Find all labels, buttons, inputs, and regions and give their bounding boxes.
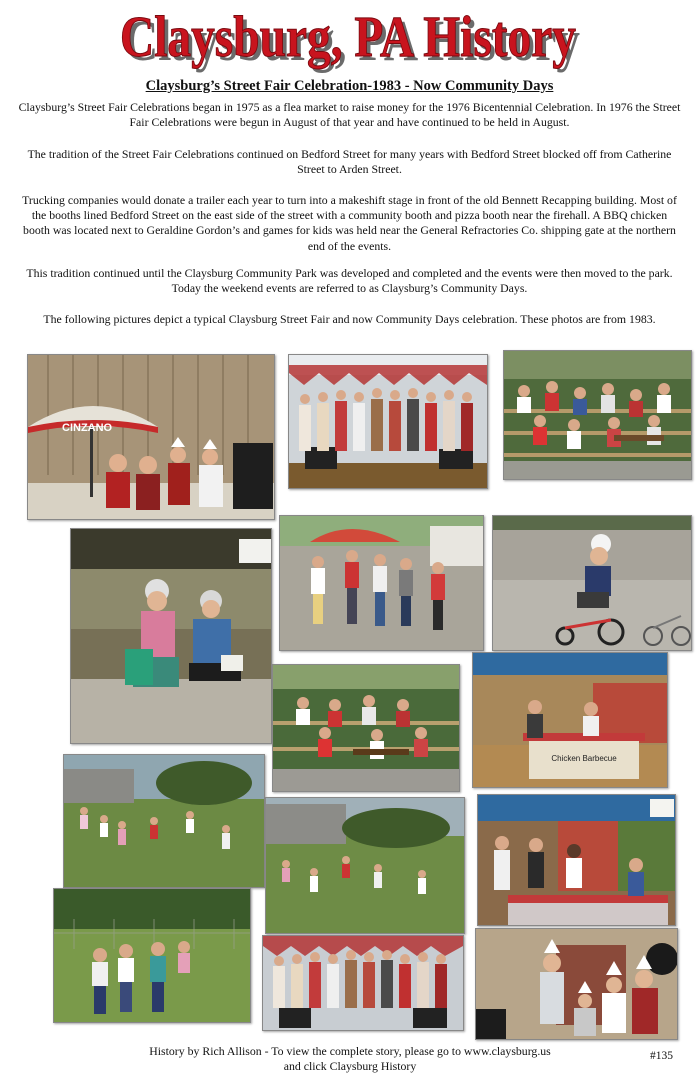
- paragraph-community-park: This tradition continued until the Claysburg Community Park was developed and completed and the events were then moved to the park. Today the weekend events are referred to as Claysburg’s Community Days.: [26, 266, 673, 296]
- page-number: #135: [650, 1050, 673, 1062]
- photo-chicken-barbecue-booth: [472, 652, 668, 788]
- photo-tricycle-rider: [492, 515, 692, 651]
- photo-street-crowd: [279, 515, 484, 651]
- photo-audience-bleachers: [503, 350, 692, 480]
- paragraph-origin: Claysburg’s Street Fair Celebrations began in 1975 as a flea market to raise money for the 1976 Bicentennial Celebration. In 1976 the Street Fair Celebrations were begun in August of that year and have continued to be held in August.: [18, 100, 681, 130]
- photo-kids-race-1: [63, 754, 265, 888]
- footer-credit-line1: History by Rich Allison - To view the complete story, please go to www.claysburg.us: [149, 1044, 551, 1058]
- photo-kids-race-2: [265, 797, 465, 934]
- page-subtitle: Claysburg’s Street Fair Celebration-1983 - Now Community Days: [145, 78, 554, 94]
- photo-chefs-with-hats: [475, 928, 678, 1040]
- photo-parents-and-kids: [53, 888, 251, 1023]
- paragraph-trucking: Trucking companies would donate a trailer each year to turn into a makeshift stage in front of the old Bennett Recapping building. Most of the booths lined Bedford Street on the east side of the street with a community booth and pizza booth near the firehall. A BBQ chicken booth was located next to Geraldine Gordon’s and games for kids was held near the General Refractories Co. shipping gate at the northern end of the events.: [22, 193, 677, 253]
- photo-stage-performers: [288, 354, 488, 489]
- photo-stage-performers-2: [262, 935, 464, 1031]
- logo-title: Claysburg, PA History: [120, 4, 576, 69]
- photo-ladies-seated: [70, 528, 272, 744]
- photo-audience-front-row: [272, 664, 460, 792]
- paragraph-pictures: The following pictures depict a typical Claysburg Street Fair and now Community Days celebration. These photos are from 1983.: [43, 312, 656, 326]
- footer-credit: [90, 1044, 610, 1074]
- umbrella-label: CINZANO: [62, 422, 113, 434]
- photo-food-booth: [477, 794, 676, 926]
- paragraph-bedford-street: The tradition of the Street Fair Celebrations continued on Bedford Street for many years with Bedford Street blocked off from Catherine Street to Arden Street.: [27, 147, 672, 177]
- logo-shadow: Claysburg, PA History: [124, 8, 580, 73]
- photo-cinzano-booth: [27, 354, 275, 520]
- footer-credit-line2: and click Claysburg History: [283, 1059, 417, 1073]
- booth-sign-label: Chicken Barbecue: [551, 754, 617, 763]
- site-logo: [100, 4, 600, 76]
